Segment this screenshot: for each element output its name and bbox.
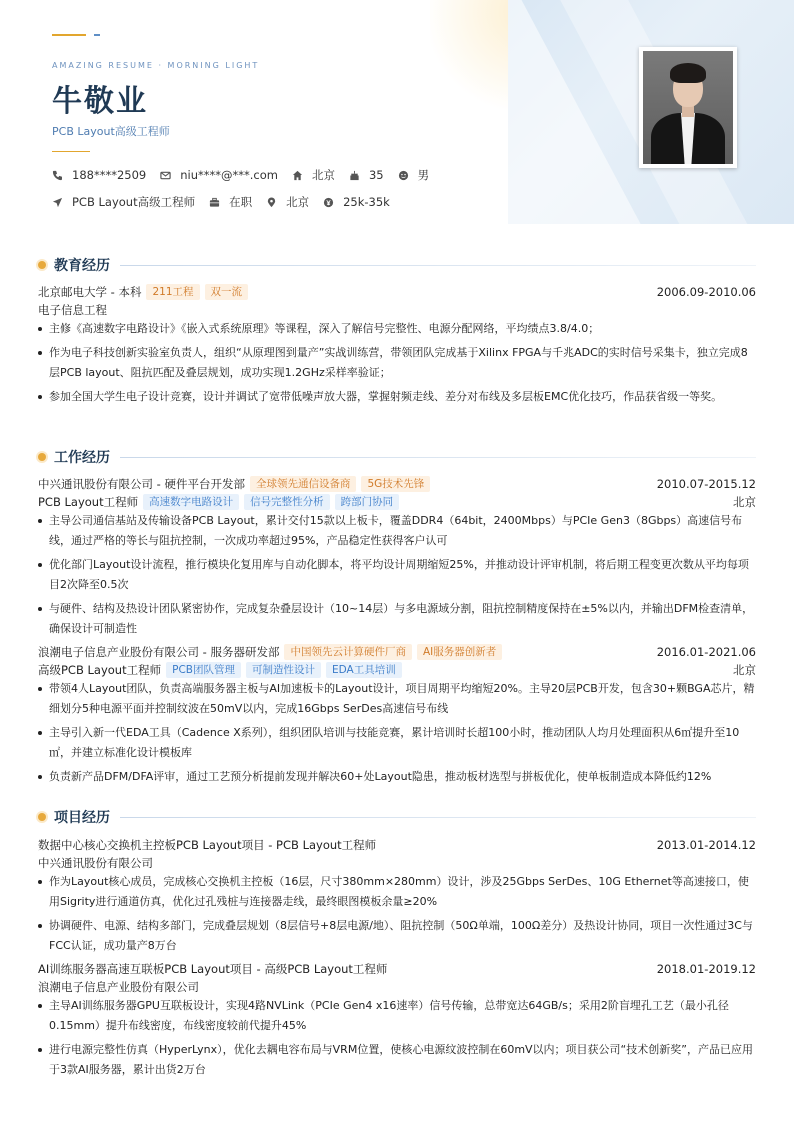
- role-name: PCB Layout工程师: [38, 495, 139, 509]
- list-item: 带领4人Layout团队，负责高端服务器主板与AI加速板卡的Layout设计，项目周期平均缩短20%。主导20层PCB开发，包含30+颗BGA芯片，精细划分5种电源平面并控制纹波在50mV以内，完成16Gbps SerDes高速信号布线: [38, 679, 756, 719]
- list-item: 主修《高速数字电路设计》《嵌入式系统原理》等课程，深入了解信号完整性、电源分配网络，平均绩点3.8/4.0；: [38, 319, 756, 339]
- section-divider: [120, 817, 756, 818]
- education-entry-header: [38, 284, 756, 300]
- list-item: 参加全国大学生电子设计竞赛，设计并调试了宽带低噪声放大器，掌握射频走线、差分对布线及多层板EMC优化技巧，作品获省级一等奖。: [38, 387, 756, 407]
- accent-line: [52, 34, 86, 36]
- education-bullets: [38, 319, 756, 411]
- work-city: 北京: [733, 663, 756, 677]
- list-item: 协调硬件、电源、结构多部门，完成叠层规划（8层信号+8层电源/地）、阻抗控制（50Ω单端，100Ω差分）及热设计协同，项目一次性通过3C与FCC认证，成功量产8万台: [38, 916, 756, 956]
- education-date: 2006.09-2010.06: [656, 285, 756, 299]
- section-divider: [120, 265, 756, 266]
- section-dot: [38, 261, 46, 269]
- role-tag: PCB团队管理: [166, 662, 241, 678]
- project-section-header: [38, 807, 756, 827]
- age-info: 35: [349, 168, 384, 182]
- role-tag: 可制造性设计: [246, 662, 321, 678]
- candidate-name: 牛敬业: [52, 84, 148, 119]
- intent-city: 北京: [266, 194, 309, 210]
- project-entry-header: [38, 837, 756, 853]
- project-date: 2018.01-2019.12: [656, 962, 756, 976]
- company-tag: 中国领先云计算硬件厂商: [284, 644, 412, 660]
- company-name: 浪潮电子信息产业股份有限公司 - 服务器研发部: [38, 645, 280, 659]
- list-item: 主导AI训练服务器GPU互联板设计，实现4路NVLink（PCIe Gen4 x16速率）信号传输，总带宽达64GB/s；采用2阶盲埋孔工艺（最小孔径0.15mm）提升布线密度，布线密度较前代提升45%: [38, 996, 756, 1036]
- work-city: 北京: [733, 495, 756, 509]
- gender-icon: [398, 170, 409, 181]
- home-icon: [292, 170, 303, 181]
- company-tag: AI服务器创新者: [417, 644, 502, 660]
- work-date: 2016.01-2021.06: [656, 645, 756, 659]
- briefcase-icon: [209, 197, 220, 208]
- money-icon: [323, 197, 334, 208]
- section-divider: [120, 457, 756, 458]
- list-item: 与硬件、结构及热设计团队紧密协作，完成复杂叠层设计（10~14层）与多电源域分割，阻抗控制精度保持在±5%以内，并输出DFM检查清单，确保设计可制造性: [38, 599, 756, 639]
- tagline: AMAZING RESUME · MORNING LIGHT: [52, 61, 260, 70]
- expected-salary: 25k-35k: [323, 195, 390, 209]
- school-tag: 双一流: [205, 284, 249, 300]
- school-name: 北京邮电大学 - 本科: [38, 285, 142, 299]
- project-org-line: [38, 979, 756, 995]
- work-section-header: [38, 447, 756, 467]
- project-org: 浪潮电子信息产业股份有限公司: [38, 980, 199, 994]
- work-entry-header: [38, 476, 756, 492]
- section-title: 工作经历: [54, 450, 110, 466]
- hometown-info: 北京: [292, 167, 335, 183]
- section-dot: [38, 453, 46, 461]
- section-title: 项目经历: [54, 810, 110, 826]
- intent-position: PCB Layout高级工程师: [52, 194, 195, 210]
- major: 电子信息工程: [38, 303, 107, 317]
- project-title: 数据中心核心交换机主控板PCB Layout项目 - PCB Layout工程师: [38, 838, 377, 852]
- job-intent-row: [52, 194, 404, 210]
- contact-row: [52, 167, 443, 183]
- project-org-line: [38, 855, 756, 871]
- school-tag: 211工程: [146, 284, 199, 300]
- profile-photo: [639, 47, 737, 168]
- role-tag: EDA工具培训: [326, 662, 402, 678]
- list-item: 主导引入新一代EDA工具（Cadence X系列），组织团队培训与技能竞赛，累计培训时长超100小时，推动团队人均月处理面积从6㎡提升至10㎡，并建立标准化设计模板库: [38, 723, 756, 763]
- list-item: 作为Layout核心成员，完成核心交换机主控板（16层，尺寸380mm×280mm）设计，涉及25Gbps SerDes、10G Ethernet等高速接口，使用Sigrity进行通道仿真，优化过孔残桩与连接器走线，最终眼图模板余量≥20%: [38, 872, 756, 912]
- location-icon: [266, 197, 277, 208]
- list-item: 作为电子科技创新实验室负责人，组织“从原理图到量产”实战训练营，带领团队完成基于Xilinx FPGA与千兆ADC的实时信号采集卡，独立完成8层PCB layout、阻抗匹配及叠层规划，成功实现1.2GHz采样率验证；: [38, 343, 756, 383]
- project-date: 2013.01-2014.12: [656, 838, 756, 852]
- company-tag: 5G技术先锋: [361, 476, 430, 492]
- list-item: 进行电源完整性仿真（HyperLynx），优化去耦电容布局与VRM位置，使核心电源纹波控制在60mV以内；项目获公司“技术创新奖”，产品已应用于3款AI服务器，累计出货2万台: [38, 1040, 756, 1080]
- role-tag: 信号完整性分析: [244, 494, 330, 510]
- list-item: 主导公司通信基站及传输设备PCB Layout，累计交付15款以上板卡，覆盖DDR4（64bit，2400Mbps）与PCIe Gen3（8Gbps）高速信号布线，通过严格的等长与阻抗控制，一次成功率超过95%，产品稳定性获得客户认可: [38, 511, 756, 551]
- company-tag: 全球领先通信设备商: [250, 476, 357, 492]
- work-bullets: [38, 679, 756, 791]
- title-underline: [52, 151, 90, 152]
- list-item: 优化部门Layout设计流程，推行模块化复用库与自动化脚本，将平均设计周期缩短25%，并推动设计评审机制，将后期工程变更次数从平均每项目2次降至0.5次: [38, 555, 756, 595]
- section-title: 教育经历: [54, 258, 110, 274]
- work-date: 2010.07-2015.12: [656, 477, 756, 491]
- role-tag: 跨部门协同: [335, 494, 400, 510]
- project-bullets: [38, 872, 756, 960]
- project-org: 中兴通讯股份有限公司: [38, 856, 153, 870]
- project-bullets: [38, 996, 756, 1084]
- project-title: AI训练服务器高速互联板PCB Layout项目 - 高级PCB Layout工程师: [38, 962, 388, 976]
- phone-info: 188****2509: [52, 168, 146, 182]
- role-tag: 高速数字电路设计: [143, 494, 239, 510]
- work-role-line: [38, 662, 756, 678]
- mail-icon: [160, 170, 171, 181]
- company-name: 中兴通讯股份有限公司 - 硬件平台开发部: [38, 477, 245, 491]
- role-name: 高级PCB Layout工程师: [38, 663, 162, 677]
- work-entry-header: [38, 644, 756, 660]
- education-section-header: [38, 255, 756, 275]
- cake-icon: [349, 170, 360, 181]
- email-info: niu****@***.com: [160, 168, 278, 182]
- accent-dash: [94, 34, 100, 36]
- avatar: [643, 51, 733, 164]
- job-title: PCB Layout高级工程师: [52, 125, 170, 138]
- phone-icon: [52, 170, 63, 181]
- work-role-line: [38, 494, 756, 510]
- gender-info: 男: [398, 167, 430, 183]
- education-major-line: [38, 302, 756, 318]
- send-icon: [52, 197, 63, 208]
- project-entry-header: [38, 961, 756, 977]
- list-item: 负责新产品DFM/DFA评审，通过工艺预分析提前发现并解决60+处Layout隐患，推动板材选型与拼板优化，使单板制造成本降低约12%: [38, 767, 756, 787]
- job-status: 在职: [209, 194, 252, 210]
- section-dot: [38, 813, 46, 821]
- work-bullets: [38, 511, 756, 643]
